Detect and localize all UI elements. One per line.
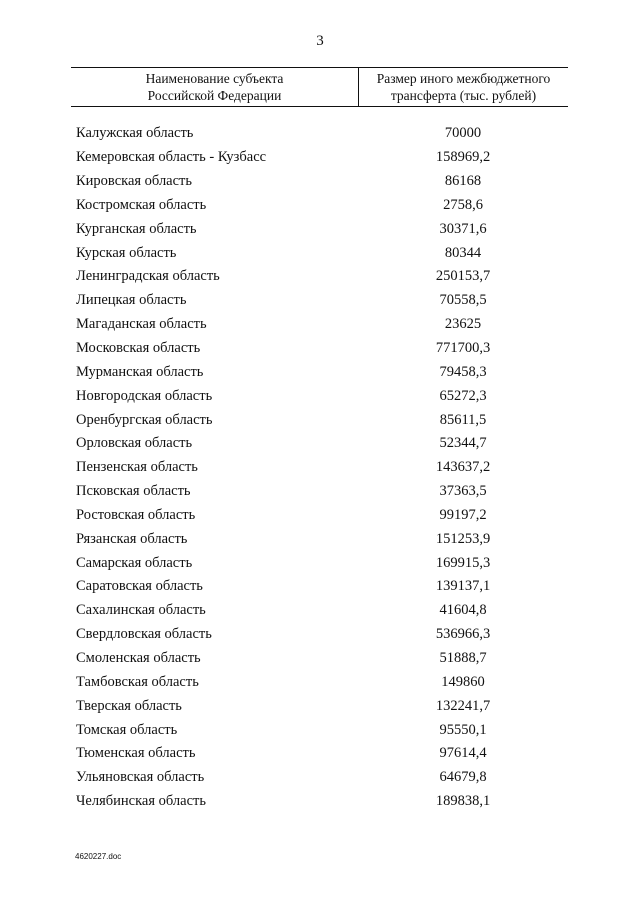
table-row bbox=[71, 217, 568, 241]
transfer-amount-cell: 51888,7 bbox=[439, 649, 487, 666]
transfer-amount-cell: 250153,7 bbox=[435, 268, 491, 285]
subject-name-cell: Челябинская область bbox=[76, 793, 206, 810]
table-row bbox=[71, 456, 568, 480]
transfer-amount-cell: 80344 bbox=[444, 244, 482, 261]
subject-name-cell: Псковская область bbox=[76, 483, 191, 500]
subject-name-cell: Рязанская область bbox=[76, 530, 188, 547]
transfer-amount-cell: 79458,3 bbox=[439, 363, 487, 380]
table-row bbox=[71, 575, 568, 599]
header-amount-line1: Размер иного межбюджетного bbox=[376, 71, 551, 86]
subject-name-cell: Новгородская область bbox=[76, 387, 213, 404]
table-row bbox=[71, 670, 568, 694]
subject-name-cell: Кемеровская область - Кузбасс bbox=[76, 149, 267, 166]
transfer-amount-cell: 99197,2 bbox=[439, 506, 487, 523]
subject-name-cell: Московская область bbox=[76, 340, 201, 357]
subject-name-cell: Кировская область bbox=[76, 173, 193, 190]
transfer-amount-cell: 2758,6 bbox=[443, 196, 483, 213]
table-row bbox=[71, 480, 568, 504]
transfer-amount-cell: 139137,1 bbox=[435, 578, 491, 595]
header-subject-name bbox=[71, 68, 359, 106]
subject-name-cell: Калужская область bbox=[76, 125, 194, 142]
subject-name-cell: Мурманская область bbox=[76, 363, 204, 380]
transfer-amount-cell: 149860 bbox=[441, 673, 485, 690]
subject-name-cell: Магаданская область bbox=[76, 316, 207, 333]
transfer-amount-cell: 64679,8 bbox=[439, 769, 487, 786]
table-row bbox=[71, 313, 568, 337]
table-row bbox=[71, 647, 568, 671]
transfer-amount-cell: 97614,4 bbox=[439, 745, 487, 762]
transfer-amount-cell: 189838,1 bbox=[435, 793, 491, 810]
transfer-amount-cell: 70558,5 bbox=[439, 292, 487, 309]
transfer-amount-cell: 65272,3 bbox=[439, 387, 487, 404]
subject-name-cell: Смоленская область bbox=[76, 649, 201, 666]
subject-name-cell: Курская область bbox=[76, 244, 177, 261]
table-row bbox=[71, 694, 568, 718]
document-id: 4620227.doc bbox=[75, 852, 122, 861]
subject-name-cell: Тюменская область bbox=[76, 745, 196, 762]
table-row bbox=[71, 742, 568, 766]
transfer-amount-cell: 771700,3 bbox=[435, 340, 491, 357]
subject-name-cell: Ленинградская область bbox=[76, 268, 220, 285]
table-header bbox=[71, 67, 568, 107]
transfer-amount-cell: 41604,8 bbox=[439, 602, 487, 619]
transfer-amount-cell: 169915,3 bbox=[435, 554, 491, 571]
header-transfer-amount bbox=[359, 68, 568, 106]
table-row bbox=[71, 718, 568, 742]
transfer-amount-cell: 86168 bbox=[444, 173, 482, 190]
table-row bbox=[71, 170, 568, 194]
subject-name-cell: Костромская область bbox=[76, 196, 207, 213]
header-amount-line2: трансферта (тыс. рублей) bbox=[390, 88, 537, 103]
table-row bbox=[71, 790, 568, 814]
table-row bbox=[71, 766, 568, 790]
transfer-amount-cell: 95550,1 bbox=[439, 721, 487, 738]
transfer-amount-cell: 52344,7 bbox=[439, 435, 487, 452]
subject-name-cell: Ростовская область bbox=[76, 506, 196, 523]
table-row bbox=[71, 360, 568, 384]
subject-name-cell: Тамбовская область bbox=[76, 673, 199, 690]
transfer-amount-cell: 37363,5 bbox=[439, 483, 487, 500]
subject-name-cell: Свердловская область bbox=[76, 626, 212, 643]
subject-name-cell: Орловская область bbox=[76, 435, 193, 452]
page-number: 3 bbox=[316, 33, 324, 49]
table-row bbox=[71, 265, 568, 289]
subject-name-cell: Ульяновская область bbox=[76, 769, 205, 786]
transfer-amount-cell: 85611,5 bbox=[439, 411, 487, 428]
table-row bbox=[71, 241, 568, 265]
table-row bbox=[71, 337, 568, 361]
transfer-amount-cell: 132241,7 bbox=[435, 697, 491, 714]
table-row bbox=[71, 289, 568, 313]
table-row bbox=[71, 194, 568, 218]
subject-name-cell: Самарская область bbox=[76, 554, 193, 571]
table-row bbox=[71, 599, 568, 623]
table-row bbox=[71, 551, 568, 575]
transfer-amount-cell: 30371,6 bbox=[439, 220, 487, 237]
table-row bbox=[71, 384, 568, 408]
subject-name-cell: Оренбургская область bbox=[76, 411, 213, 428]
transfer-amount-cell: 151253,9 bbox=[435, 530, 491, 547]
transfer-amount-cell: 158969,2 bbox=[435, 149, 491, 166]
subject-name-cell: Пензенская область bbox=[76, 459, 198, 476]
transfer-amount-cell: 143637,2 bbox=[435, 459, 491, 476]
table-row bbox=[71, 146, 568, 170]
table-row bbox=[71, 122, 568, 146]
table-row bbox=[71, 527, 568, 551]
subject-name-cell: Саратовская область bbox=[76, 578, 203, 595]
transfer-amount-cell: 70000 bbox=[444, 125, 482, 142]
transfer-table bbox=[71, 67, 568, 813]
table-body bbox=[71, 122, 568, 813]
header-subject-line2: Российской Федерации bbox=[147, 88, 282, 103]
transfer-amount-cell: 536966,3 bbox=[435, 626, 491, 643]
table-row bbox=[71, 408, 568, 432]
header-subject-line1: Наименование субъекта bbox=[145, 71, 284, 86]
table-row bbox=[71, 432, 568, 456]
transfer-amount-cell: 23625 bbox=[444, 316, 482, 333]
table-row bbox=[71, 623, 568, 647]
subject-name-cell: Сахалинская область bbox=[76, 602, 206, 619]
subject-name-cell: Тверская область bbox=[76, 697, 182, 714]
subject-name-cell: Липецкая область bbox=[76, 292, 187, 309]
table-row bbox=[71, 504, 568, 528]
subject-name-cell: Томская область bbox=[76, 721, 178, 738]
subject-name-cell: Курганская область bbox=[76, 220, 197, 237]
